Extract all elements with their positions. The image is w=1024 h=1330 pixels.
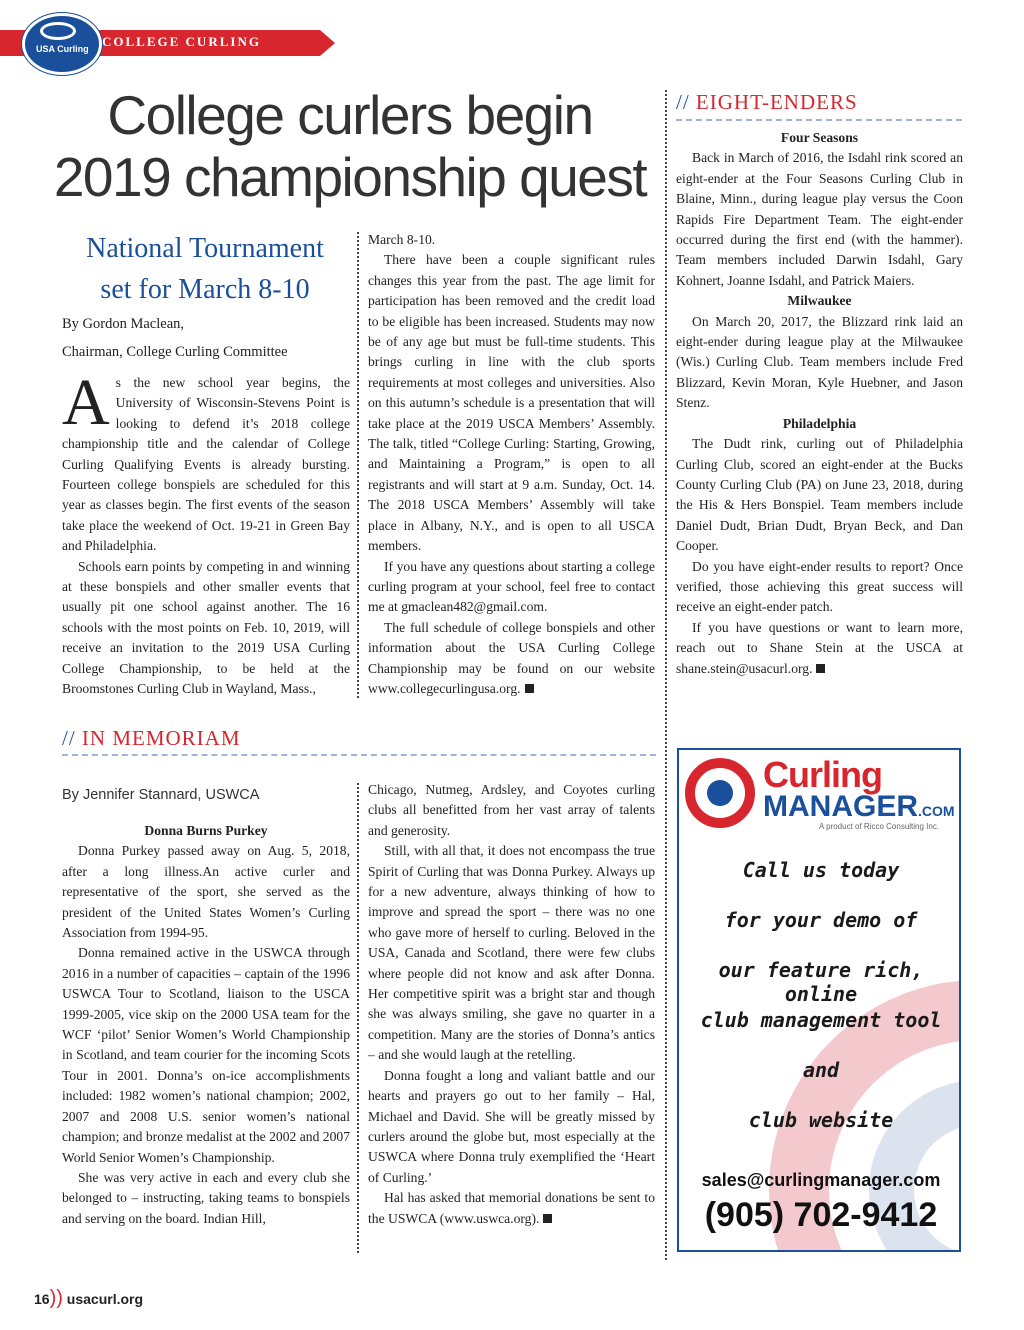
article-author-role: Chairman, College Curling Committee — [62, 344, 288, 360]
eight-enders-heading — [676, 90, 858, 115]
ad-phone: (905) 702-9412 — [704, 1196, 938, 1234]
drop-cap: A — [62, 366, 110, 439]
ad-line: for your demo of — [724, 908, 918, 932]
heading-slashes: // — [676, 90, 690, 114]
logo-text: USA Curling — [36, 44, 89, 54]
target-logo-center — [707, 780, 733, 806]
page-footer — [34, 1287, 143, 1310]
end-mark — [816, 664, 825, 673]
memoriam-paragraph: Donna fought a long and valiant battle and our hearts and prayers go out to her family – Hal, Michael and David. She will be greatly missed by curlers around the globe but, most especially at the USWCA where Donna truly exemplified the ‘Heart of Curling.’ — [368, 1067, 655, 1185]
eight-ender-subhead: Milwaukee — [787, 293, 852, 309]
memoriam-subhead: Donna Burns Purkey — [144, 823, 268, 838]
curling-stone-icon — [40, 22, 76, 40]
column-divider — [357, 232, 359, 698]
eight-ender-paragraph: If you have questions or want to learn more, reach out to Shane Stein at the USCA at shane.stein@usacurl.org. — [676, 619, 963, 676]
in-memoriam-heading — [62, 726, 241, 751]
heading-slashes: // — [62, 726, 76, 750]
memoriam-column-1 — [62, 821, 350, 1229]
footer-separator: )) — [49, 1287, 63, 1309]
article1-paragraph: March 8-10. — [368, 232, 436, 247]
memoriam-paragraph: She was very active in each and every club she belonged to – instructing, taking teams to bonspiels and serving on the board. Indian Hill, — [62, 1169, 350, 1226]
ad-line: and — [802, 1058, 840, 1082]
footer-site[interactable]: usacurl.org — [66, 1291, 144, 1307]
title-line-2: 2019 championship quest — [53, 146, 647, 208]
heading-text: EIGHT-ENDERS — [695, 90, 858, 114]
ad-brand-manager — [763, 790, 955, 824]
memoriam-author: By Jennifer Stannard, USWCA — [62, 787, 260, 803]
ad-brand-manager-text: MANAGER — [763, 790, 918, 823]
article1-paragraph: The full schedule of college bonspiels and other information about the USA Curling College Championship may be found on our website www.collegecurlingusa.org. — [368, 619, 655, 696]
article1-paragraph: s the new school year begins, the University of Wisconsin-Stevens Point is looking to defend it’s 2018 college championship title and the calendar of College Curling Qualifying Events is already bursting. Fourteen college bonspiels are scheduled for this year as classes begin. The first events of the season take place the weekend of Oct. 19-21 in Green Bay and Philadelphia. — [62, 375, 350, 554]
memoriam-paragraph: Still, with all that, it does not encompass the true Spirit of Curling that was Donna Purkey. Always up for a new adventure, always thinking of how to improve and spread the sport – there was no one who gave more of herself to curling. Beloved in the USA, Canada and Scotland, there were few clubs where people did not know and ask after Donna. Her competitive spirit was a bright star and though she was always smiling, she gave no quarter in a competition. Many are the stories of Donna’s antics – and she would laugh at the retelling. — [368, 843, 655, 1063]
memoriam-paragraph: Chicago, Nutmeg, Ardsley, and Coyotes curling clubs all benefitted from her vast array of talents and generosity. — [368, 782, 655, 838]
curling-manager-ad — [677, 748, 961, 1252]
section-label: COLLEGE CURLING — [102, 34, 261, 49]
ad-tagline: A product of Ricco Consulting Inc. — [819, 822, 940, 831]
column-divider — [665, 90, 667, 1260]
ad-brand-curling: Curling — [763, 754, 882, 795]
subtitle-line-2: set for March 8-10 — [100, 274, 310, 305]
article-subtitle — [60, 228, 350, 310]
ad-line: Call us today — [742, 858, 900, 882]
memoriam-column-2 — [368, 780, 655, 1229]
section-rule — [676, 119, 962, 121]
article-author: By Gordon Maclean, — [62, 316, 185, 332]
title-line-1: College curlers begin — [107, 84, 593, 146]
article1-column-2 — [368, 230, 655, 699]
end-mark — [543, 1214, 552, 1223]
ad-line: club website — [748, 1108, 894, 1132]
eight-ender-paragraph: The Dudt rink, curling out of Philadelphia Curling Club, scored an eight-ender at the Bucks County Curling Club (PA) on June 23, 2018, during the His & Hers Bonspiel. Team members include Daniel Dudt, Brian Dudt, Bryan Beck, and Dan Cooper. — [676, 436, 963, 554]
ad-line: our feature rich, online — [718, 958, 924, 1006]
article1-paragraph: If you have any questions about starting a college curling program at your school, feel free to contact me at gmaclean482@gmail.com. — [368, 558, 655, 615]
article-title — [40, 84, 660, 208]
heading-text: IN MEMORIAM — [81, 726, 241, 750]
eight-ender-subhead: Philadelphia — [782, 415, 857, 431]
eight-ender-paragraph: On March 20, 2017, the Blizzard rink laid an eight-ender during league play at the Milwaukee (Wis.) Curling Club. Team members include Fred Blizzard, Kevin Moran, Kyle Huebner, and Jason Stenz. — [676, 313, 963, 411]
ad-brand-suffix: .COM — [918, 803, 955, 819]
memoriam-paragraph: Donna remained active in the USWCA through 2016 in a number of capacities – captain of the 1996 USWCA Tour to Scotland, liaison to the USCA 1999-2005, vice skip on the 2000 USA team for the WCF ‘pilot’ Senior Women’s World Championship in Scotland, and team courier for the incoming Scots Tour in 2001. Donna’s on-ice accomplishments included: 1982 women’s national champion; 2002, 2007 and 2008 U.S. senior women’s national champion; and bronze medalist at the 2002 and 2007 World Senior Women’s Championship. — [62, 945, 350, 1165]
memoriam-paragraph: Donna Purkey passed away on Aug. 5, 2018, after a long illness.An active curler and representative of the sport, she served as the president of the United States Women’s Curling Association from 1994-95. — [62, 843, 350, 941]
eight-enders-column — [676, 128, 963, 679]
memoriam-paragraph: Hal has asked that memorial donations be sent to the USWCA (www.uswca.org). — [368, 1190, 655, 1226]
column-divider — [357, 783, 359, 1253]
eight-ender-paragraph: Do you have eight-ender results to report? Once verified, those achieving this great success will receive an eight-ender patch. — [676, 558, 963, 615]
ad-line: club management tool — [700, 1008, 942, 1032]
page-number: 16 — [34, 1291, 50, 1307]
eight-ender-paragraph: Back in March of 2016, the Isdahl rink scored an eight-ender at the Four Seasons Curling Club in Blaine, Minn., during league play versus the Coon Rapids Fire Department Team. The eight-ender occurred during the first end (with the hammer). Team members included Darwin Isdahl, Gary Kohnert, Joanne Isdahl, and Patrick Maiers. — [676, 150, 963, 288]
article1-paragraph: Schools earn points by competing in and winning at these bonspiels and other smaller events that usually pit one school against another. The 16 schools with the most points on Feb. 10, 2019, will receive an invitation to the 2019 USA Curling College Championship, to be held at the Broomstones Curling Club in Wayland, Mass., — [62, 558, 350, 697]
subtitle-line-1: National Tournament — [86, 233, 324, 264]
article1-column-1 — [62, 366, 350, 700]
section-rule — [62, 754, 656, 756]
eight-ender-subhead: Four Seasons — [780, 130, 859, 145]
ad-email[interactable]: sales@curlingmanager.com — [701, 1170, 941, 1190]
end-mark — [525, 684, 534, 693]
article1-paragraph: There have been a couple significant rules changes this year from the past. The age limit for participation has been removed and the credit load to be eligible has been increased. Students may now be of any age but must be full-time students. This brings curling in line with the club sports requirements at most colleges and universities. Also on this autumn’s schedule is a presentation that will take place at the 2019 USCA Members’ Assembly. The talk, titled “College Curling: Starting, Growing, and Maintaining a Program,” is open to all registrants and will start at 9 a.m. Sunday, Oct. 14. The 2018 USCA Members’ Assembly will take place in Albany, N.Y., and is open to all USCA members. — [368, 252, 655, 554]
